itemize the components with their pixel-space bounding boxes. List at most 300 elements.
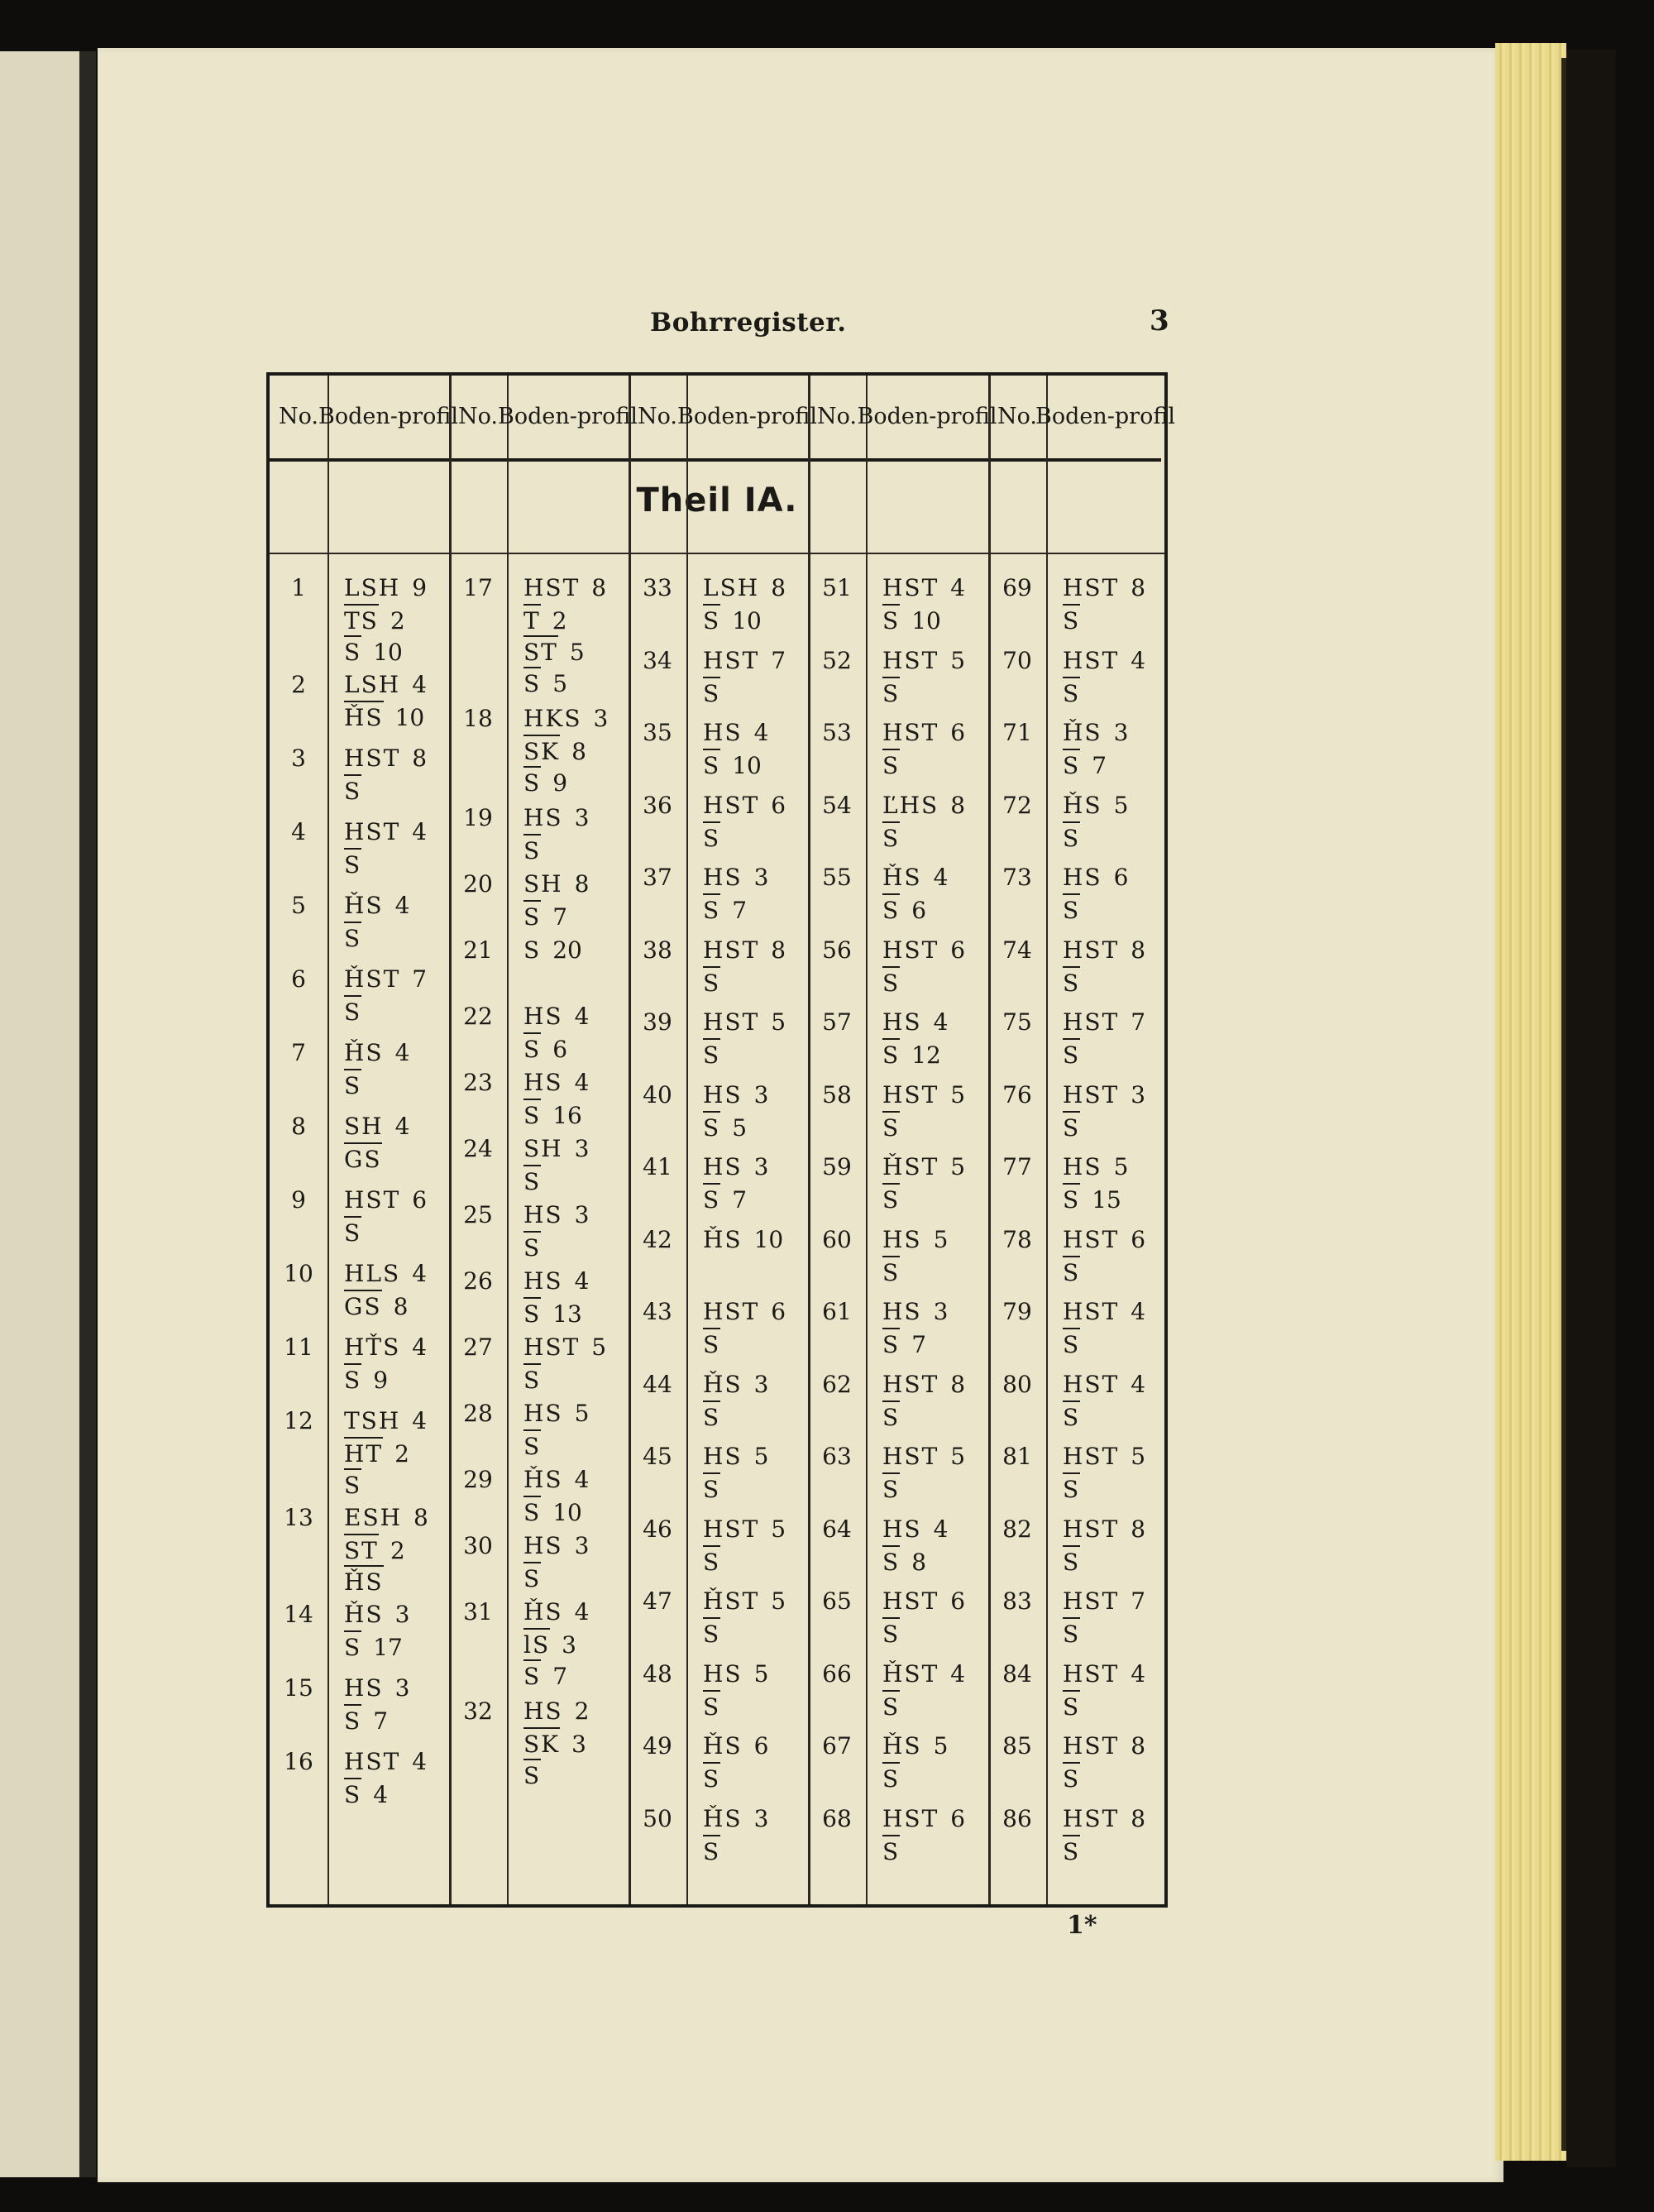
- profile-layer: S: [882, 1762, 900, 1795]
- profile-layer: S: [703, 966, 720, 999]
- layer-depth: 4: [574, 1466, 590, 1493]
- column-divider: [988, 376, 991, 1904]
- profile-layer: SH: [523, 870, 563, 898]
- table-body: [270, 376, 1175, 1904]
- entry-number: 32: [463, 1697, 493, 1725]
- profile-layer: HS: [523, 1697, 563, 1725]
- entry-number: 6: [291, 965, 306, 993]
- entry-number: 35: [643, 719, 672, 746]
- profile-layer: HKS: [523, 705, 582, 732]
- profile-layer: ȞST: [882, 1153, 939, 1180]
- layer-depth: 7: [1131, 1587, 1146, 1615]
- profile-layer: S: [523, 936, 542, 964]
- profile-layer: S: [882, 677, 900, 710]
- layer-depth: 6: [552, 1036, 568, 1063]
- layer-depth: 5: [950, 646, 966, 674]
- entry-number: 54: [822, 791, 852, 819]
- profile-layer: S: [882, 749, 900, 782]
- profile-layer: S: [703, 1690, 720, 1723]
- entry-number: 63: [822, 1443, 852, 1470]
- entry-number: 59: [822, 1153, 852, 1180]
- layer-depth: 7: [732, 897, 748, 924]
- entry-number: 68: [822, 1804, 852, 1832]
- entry-number: 22: [463, 1003, 493, 1030]
- profile-layer: HST: [703, 936, 760, 964]
- signature-mark: 1*: [1067, 1911, 1097, 1940]
- profile-layer: HST: [703, 1008, 760, 1036]
- profile-layer: HST: [1063, 1225, 1120, 1253]
- entry-number: 36: [643, 791, 672, 819]
- header-no: No.: [817, 404, 857, 429]
- column-divider: [327, 376, 329, 1904]
- profile-layer: S: [882, 1183, 900, 1216]
- layer-depth: 7: [1131, 1008, 1146, 1036]
- layer-depth: 3: [1131, 1080, 1146, 1108]
- profile-layer: S: [344, 1704, 361, 1737]
- layer-depth: 8: [1131, 1732, 1146, 1760]
- layer-depth: 6: [950, 1804, 966, 1832]
- entry-number: 76: [1002, 1080, 1032, 1108]
- profile-layer: S: [523, 1562, 541, 1595]
- profile-layer: S: [1063, 1111, 1080, 1144]
- profile-layer: S: [703, 1545, 720, 1578]
- running-title: Bohrregister.: [650, 308, 847, 338]
- profile-layer: S: [1063, 1256, 1080, 1289]
- entry-number: 40: [643, 1080, 672, 1108]
- entry-number: 47: [643, 1587, 672, 1615]
- profile-layer: S: [882, 821, 900, 855]
- column-divider: [1046, 376, 1048, 1904]
- profile-layer: S: [344, 1069, 361, 1102]
- profile-layer: S: [1063, 677, 1080, 710]
- entry-number: 69: [1002, 574, 1032, 601]
- layer-depth: 7: [732, 1186, 748, 1214]
- entry-number: 73: [1002, 864, 1032, 891]
- profile-layer: S: [882, 1690, 900, 1723]
- profile-layer: S: [344, 922, 361, 955]
- profile-layer: ȞS: [344, 1039, 384, 1066]
- entry-number: 67: [822, 1732, 852, 1760]
- entry-number: 49: [643, 1732, 672, 1760]
- profile-layer: ST: [344, 1534, 379, 1567]
- profile-layer: ȞS: [703, 1225, 743, 1253]
- column-divider: [686, 376, 688, 1904]
- profile-layer: LSH: [344, 574, 401, 601]
- profile-layer: S: [344, 1468, 361, 1501]
- profile-layer: T: [523, 604, 541, 637]
- profile-layer: S: [703, 893, 720, 926]
- profile-layer: S: [1063, 1400, 1080, 1434]
- profile-layer: ȞS: [703, 1732, 743, 1760]
- profile-layer: S: [523, 1099, 541, 1132]
- layer-depth: 8: [771, 574, 786, 601]
- profile-layer: HST: [1063, 1008, 1120, 1036]
- profile-layer: HS: [882, 1298, 922, 1325]
- profile-layer: GS: [344, 1142, 382, 1175]
- entry-number: 23: [463, 1069, 493, 1096]
- profile-layer: HST: [882, 719, 939, 746]
- profile-layer: HS: [523, 804, 563, 831]
- profile-layer: HS: [882, 1008, 922, 1036]
- profile-layer: HS: [703, 719, 743, 746]
- entry-number: 61: [822, 1298, 852, 1325]
- profile-layer: S: [344, 1363, 361, 1396]
- layer-depth: 12: [911, 1041, 941, 1069]
- layer-depth: 5: [933, 1225, 949, 1253]
- profile-layer: HST: [1063, 1080, 1120, 1108]
- layer-depth: 3: [394, 1601, 410, 1628]
- page-edges: [1495, 43, 1566, 2161]
- profile-layer: HST: [882, 1080, 939, 1108]
- profile-layer: HS: [523, 1003, 563, 1030]
- layer-depth: 3: [753, 1080, 769, 1108]
- layer-depth: 5: [732, 1113, 748, 1142]
- entry-number: 7: [291, 1039, 306, 1066]
- entry-number: 48: [643, 1659, 672, 1688]
- layer-depth: 6: [1113, 864, 1129, 891]
- profile-layer: HST: [882, 646, 939, 674]
- layer-depth: 3: [753, 1370, 769, 1398]
- entry-number: 51: [822, 574, 852, 601]
- profile-layer: HST: [703, 791, 760, 819]
- layer-depth: 10: [552, 1499, 582, 1526]
- layer-depth: 7: [373, 1707, 389, 1735]
- layer-depth: 2: [390, 1537, 405, 1564]
- layer-depth: 7: [1092, 752, 1107, 779]
- entry-number: 20: [463, 870, 493, 898]
- profile-layer: HS: [1063, 1153, 1102, 1180]
- profile-layer: LSH: [703, 574, 760, 601]
- layer-depth: 5: [753, 1659, 769, 1688]
- layer-depth: 2: [394, 1440, 409, 1467]
- profile-layer: HST: [1063, 1804, 1120, 1832]
- profile-layer: SH: [523, 1135, 563, 1162]
- entry-number: 77: [1002, 1153, 1032, 1180]
- profile-layer: S: [703, 604, 720, 637]
- bore-register-table: [266, 372, 1175, 1908]
- profile-layer: S: [882, 1400, 900, 1434]
- profile-layer: HS: [882, 1515, 922, 1543]
- layer-depth: 8: [1131, 1515, 1146, 1543]
- book-gutter: [79, 51, 96, 2177]
- layer-depth: 10: [732, 752, 762, 779]
- profile-layer: HST: [882, 1443, 939, 1470]
- profile-layer: SK: [523, 735, 560, 768]
- layer-depth: 8: [771, 936, 786, 964]
- profile-layer: lS: [523, 1628, 550, 1661]
- entry-number: 78: [1002, 1225, 1032, 1253]
- entry-number: 9: [291, 1186, 306, 1214]
- profile-layer: S: [523, 1032, 541, 1065]
- layer-depth: 6: [911, 897, 927, 924]
- profile-layer: S: [882, 1328, 900, 1361]
- profile-layer: HS: [523, 1400, 563, 1427]
- profile-layer: S: [703, 1762, 720, 1795]
- layer-depth: 16: [552, 1102, 582, 1129]
- entry-number: 56: [822, 936, 852, 964]
- layer-depth: 10: [373, 639, 403, 666]
- layer-depth: 5: [771, 1008, 786, 1036]
- layer-depth: 5: [771, 1587, 786, 1615]
- entry-number: 8: [291, 1113, 306, 1140]
- profile-layer: S: [703, 677, 720, 710]
- column-divider: [507, 376, 509, 1904]
- entry-number: 71: [1002, 719, 1032, 746]
- profile-layer: HST: [703, 1515, 760, 1543]
- profile-layer: S: [523, 1297, 541, 1330]
- layer-depth: 2: [390, 607, 405, 634]
- entry-number: 31: [463, 1598, 493, 1625]
- layer-depth: 3: [933, 1298, 949, 1325]
- profile-layer: SK: [523, 1727, 560, 1760]
- header-no: No.: [458, 404, 498, 429]
- entry-number: 64: [822, 1515, 852, 1543]
- header-bodenprofil: Boden- profil: [498, 404, 638, 429]
- column-divider: [808, 376, 810, 1904]
- profile-layer: ȞS: [1063, 719, 1102, 746]
- layer-depth: 3: [593, 705, 609, 732]
- header-no: No.: [638, 404, 677, 429]
- entry-number: 55: [822, 864, 852, 891]
- layer-depth: 3: [574, 804, 590, 831]
- profile-layer: ȞS: [1063, 791, 1102, 819]
- profile-layer: S: [344, 1778, 361, 1811]
- profile-layer: ȞST: [703, 1587, 760, 1615]
- layer-depth: 4: [412, 818, 428, 845]
- layer-depth: 4: [394, 1113, 410, 1140]
- entry-number: 83: [1002, 1587, 1032, 1615]
- profile-layer: ESH: [344, 1504, 403, 1531]
- layer-depth: 10: [732, 607, 762, 634]
- profile-layer: S: [523, 900, 541, 933]
- profile-layer: TS: [344, 604, 379, 637]
- entry-number: 19: [463, 804, 493, 831]
- profile-layer: GS: [344, 1290, 382, 1323]
- profile-layer: S: [1063, 966, 1080, 999]
- entry-number: 12: [284, 1407, 313, 1434]
- layer-depth: 3: [753, 1153, 769, 1180]
- profile-layer: S: [344, 995, 361, 1028]
- profile-layer: HST: [1063, 1298, 1120, 1325]
- layer-depth: 4: [412, 1260, 428, 1287]
- entry-number: 30: [463, 1532, 493, 1559]
- profile-layer: S: [703, 1038, 720, 1071]
- layer-depth: 15: [1092, 1186, 1121, 1214]
- layer-depth: 5: [1113, 791, 1129, 819]
- profile-layer: HS: [344, 1674, 384, 1702]
- layer-depth: 8: [574, 870, 590, 898]
- entry-number: 3: [291, 745, 306, 772]
- profile-layer: ȞS: [703, 1370, 743, 1398]
- profile-layer: HLS: [344, 1260, 401, 1287]
- profile-layer: S: [703, 1835, 720, 1868]
- profile-layer: S: [882, 1835, 900, 1868]
- profile-layer: S: [703, 1617, 720, 1650]
- profile-layer: HŤS: [344, 1333, 401, 1361]
- layer-depth: 2: [574, 1697, 590, 1725]
- profile-layer: HST: [1063, 936, 1120, 964]
- layer-depth: 8: [1131, 1804, 1146, 1832]
- profile-layer: HST: [1063, 1443, 1120, 1470]
- profile-layer: S: [882, 1111, 900, 1144]
- entry-number: 42: [643, 1225, 672, 1253]
- entry-number: 17: [463, 574, 493, 601]
- profile-layer: S: [344, 1630, 361, 1664]
- profile-layer: ST: [523, 635, 558, 668]
- profile-layer: S: [882, 604, 900, 637]
- profile-layer: S: [1063, 749, 1080, 782]
- profile-layer: ȞS: [882, 1732, 922, 1760]
- entry-number: 45: [643, 1443, 672, 1470]
- profile-layer: HST: [882, 1587, 939, 1615]
- layer-depth: 4: [412, 671, 428, 698]
- layer-depth: 6: [412, 1186, 428, 1214]
- profile-layer: HS: [703, 864, 743, 891]
- layer-depth: 6: [771, 791, 786, 819]
- layer-depth: 5: [1131, 1443, 1146, 1470]
- profile-layer: HS: [1063, 864, 1102, 891]
- profile-layer: S: [1063, 1835, 1080, 1868]
- profile-layer: HST: [1063, 1732, 1120, 1760]
- profile-layer: HST: [882, 1370, 939, 1398]
- layer-depth: 8: [393, 1293, 409, 1320]
- profile-layer: HT: [344, 1437, 383, 1470]
- profile-layer: S: [703, 1400, 720, 1434]
- layer-depth: 10: [753, 1225, 784, 1253]
- profile-layer: S: [523, 1659, 541, 1693]
- profile-layer: S: [703, 749, 720, 782]
- layer-depth: 5: [574, 1400, 590, 1427]
- profile-layer: S: [1063, 1472, 1080, 1506]
- entry-number: 38: [643, 936, 672, 964]
- profile-layer: ȞS: [344, 892, 384, 919]
- layer-depth: 8: [1131, 936, 1146, 964]
- entry-number: 2: [291, 671, 306, 698]
- profile-layer: S: [1063, 821, 1080, 855]
- profile-layer: HST: [344, 745, 401, 772]
- layer-depth: 4: [933, 864, 949, 891]
- profile-layer: HST: [882, 936, 939, 964]
- profile-layer: S: [703, 1472, 720, 1506]
- profile-layer: HS: [523, 1069, 563, 1096]
- profile-layer: ȞST: [882, 1659, 939, 1688]
- book-cover: [1566, 50, 1616, 2167]
- header-bodenprofil: Boden- profil: [318, 404, 458, 429]
- entry-number: 39: [643, 1008, 672, 1036]
- profile-layer: HS: [523, 1532, 563, 1559]
- profile-layer: S: [703, 1183, 720, 1216]
- layer-depth: 8: [591, 574, 607, 601]
- profile-layer: S: [523, 667, 541, 700]
- layer-depth: 20: [552, 936, 582, 964]
- profile-layer: S: [523, 1363, 541, 1396]
- entry-number: 33: [643, 574, 672, 601]
- layer-depth: 3: [1113, 719, 1129, 746]
- profile-layer: S: [1063, 893, 1080, 926]
- profile-layer: HST: [1063, 1370, 1120, 1398]
- layer-depth: 5: [771, 1515, 786, 1543]
- layer-depth: 3: [574, 1532, 590, 1559]
- layer-depth: 4: [950, 574, 966, 601]
- entry-number: 5: [291, 892, 306, 919]
- header-bodenprofil: Boden- profil: [857, 404, 997, 429]
- profile-layer: HS: [523, 1267, 563, 1295]
- layer-depth: 5: [950, 1443, 966, 1470]
- column-divider: [866, 376, 868, 1904]
- layer-depth: 4: [394, 1039, 410, 1066]
- profile-layer: S: [1063, 1545, 1080, 1578]
- layer-depth: 6: [950, 1587, 966, 1615]
- layer-depth: 5: [552, 670, 568, 697]
- layer-depth: 5: [950, 1080, 966, 1108]
- layer-depth: 4: [412, 1748, 428, 1775]
- profile-layer: HS: [703, 1080, 743, 1108]
- layer-depth: 5: [753, 1443, 769, 1470]
- layer-depth: 3: [574, 1201, 590, 1228]
- profile-layer: ȞS: [703, 1804, 743, 1832]
- entry-number: 58: [822, 1080, 852, 1108]
- entry-number: 24: [463, 1135, 493, 1162]
- layer-depth: 4: [574, 1598, 590, 1625]
- profile-layer: HST: [523, 574, 581, 601]
- section-title: Theil IA.: [636, 481, 798, 519]
- entry-number: 70: [1002, 646, 1032, 674]
- entry-number: 34: [643, 646, 672, 674]
- profile-layer: S: [703, 1328, 720, 1361]
- profile-layer: S: [1063, 1328, 1080, 1361]
- layer-depth: 8: [950, 791, 966, 819]
- profile-layer: HST: [1063, 646, 1120, 674]
- layer-depth: 4: [574, 1267, 590, 1295]
- layer-depth: 5: [1113, 1153, 1129, 1180]
- header-no: No.: [279, 404, 318, 429]
- profile-layer: SH: [344, 1113, 384, 1140]
- layer-depth: 10: [394, 704, 425, 731]
- layer-depth: 4: [412, 1333, 428, 1361]
- profile-layer: S: [1063, 1690, 1080, 1723]
- entry-number: 18: [463, 705, 493, 732]
- layer-depth: 4: [373, 1781, 389, 1808]
- profile-layer: S: [344, 848, 361, 881]
- profile-layer: S: [523, 1231, 541, 1264]
- profile-layer: HST: [882, 574, 939, 601]
- profile-layer: LSH: [344, 671, 401, 698]
- layer-depth: 8: [412, 745, 428, 772]
- layer-depth: 4: [394, 892, 410, 919]
- layer-depth: 5: [933, 1732, 949, 1760]
- profile-layer: ȞS: [523, 1466, 563, 1493]
- profile-layer: S: [523, 1429, 541, 1463]
- profile-layer: S: [523, 1165, 541, 1198]
- entry-number: 65: [822, 1587, 852, 1615]
- column-divider: [449, 376, 452, 1904]
- layer-depth: 3: [394, 1674, 410, 1702]
- entry-number: 81: [1002, 1443, 1032, 1470]
- profile-layer: S: [344, 774, 361, 807]
- profile-layer: S: [882, 1038, 900, 1071]
- layer-depth: 8: [414, 1504, 428, 1531]
- profile-layer: S: [703, 1111, 720, 1144]
- entry-number: 11: [284, 1333, 313, 1361]
- layer-depth: 5: [591, 1333, 607, 1361]
- profile-layer: S: [344, 1216, 361, 1249]
- layer-depth: 7: [412, 965, 428, 993]
- layer-depth: 9: [373, 1367, 389, 1394]
- entry-number: 72: [1002, 791, 1032, 819]
- profile-layer: HST: [703, 646, 760, 674]
- entry-number: 44: [643, 1370, 672, 1398]
- layer-depth: 8: [911, 1548, 927, 1576]
